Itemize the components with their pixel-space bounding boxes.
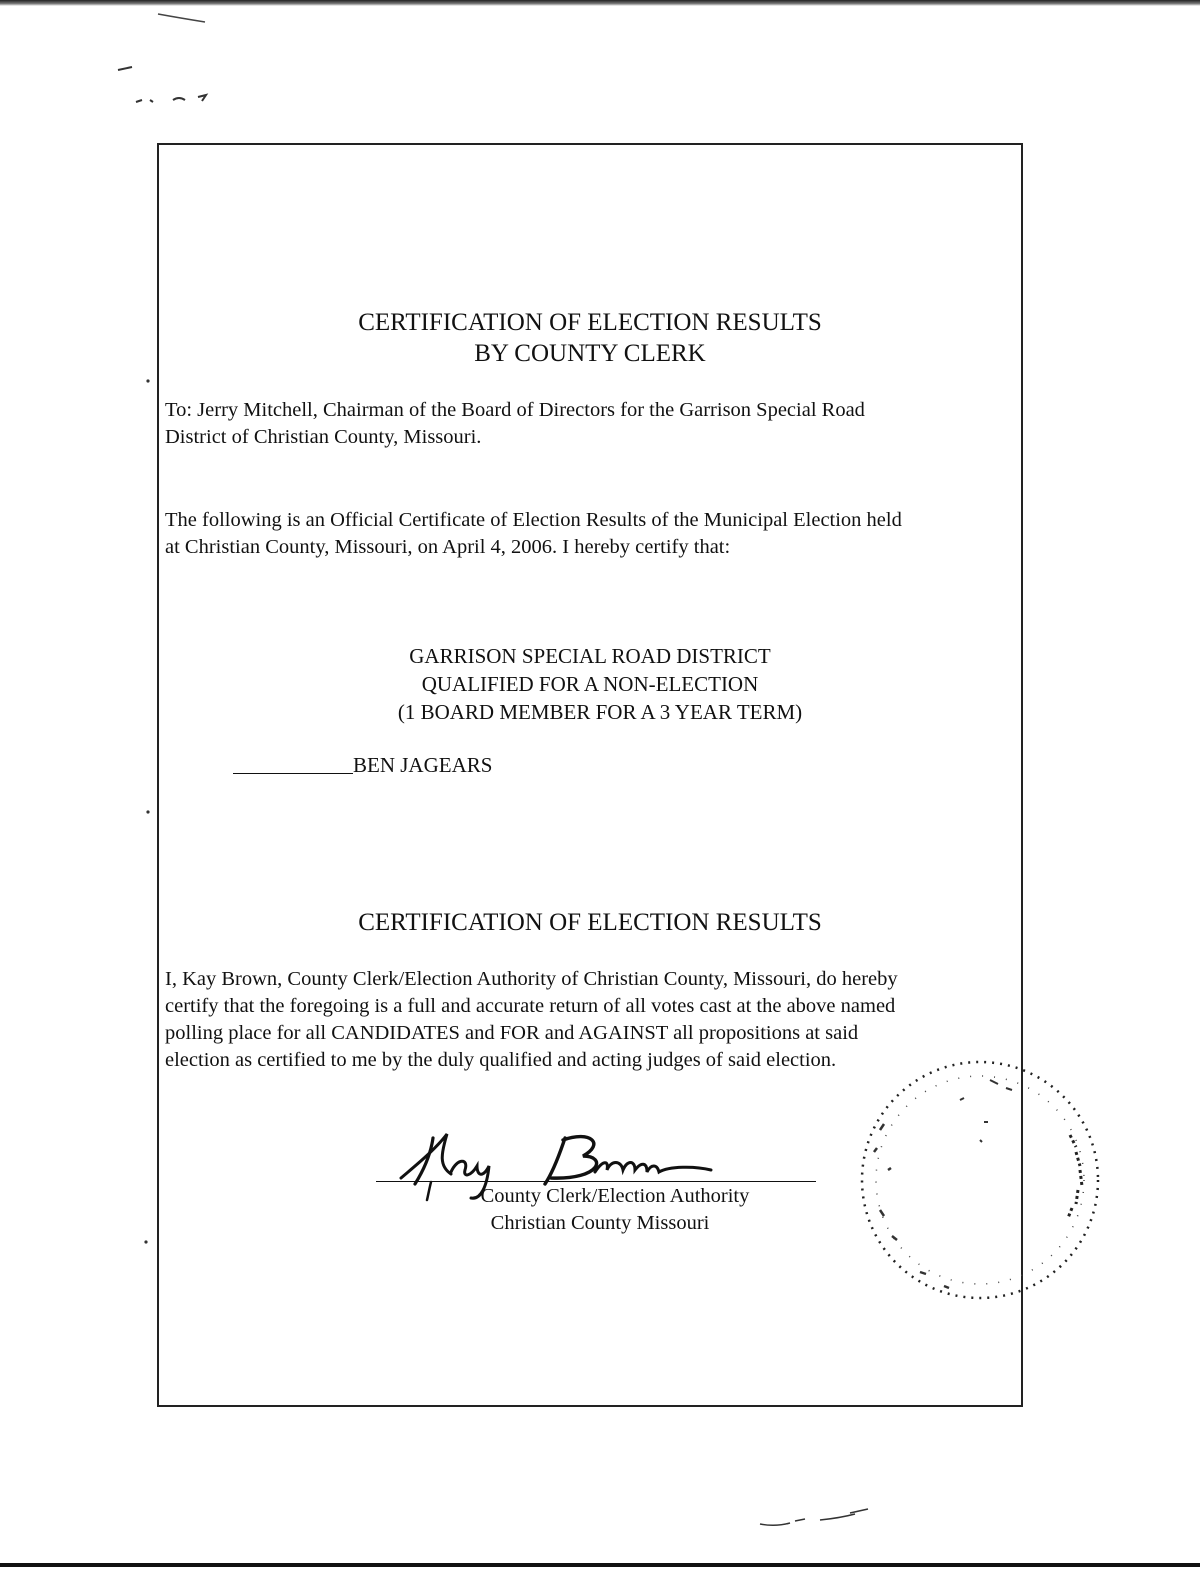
- district-status: QUALIFIED FOR A NON-ELECTION: [421, 672, 759, 696]
- addressee-line-1: To: Jerry Mitchell, Chairman of the Board of Directors for the Garrison Special Road: [165, 399, 865, 421]
- intro-paragraph: [165, 507, 1035, 561]
- signatory-title: County Clerk/Election Authority: [480, 1185, 750, 1207]
- document-title-line-2: BY COUNTY CLERK: [474, 340, 706, 367]
- intro-line-2: at Christian County, Missouri, on April 4, 2006. I hereby certify that:: [165, 536, 731, 558]
- intro-line-1: The following is an Official Certificate of Election Results of the Municipal Election held: [165, 509, 902, 531]
- district-name: GARRISON SPECIAL ROAD DISTRICT: [409, 644, 771, 668]
- district-seats: (1 BOARD MEMBER FOR A 3 YEAR TERM): [397, 700, 803, 724]
- certification-line-4: election as certified to me by the duly qualified and acting judges of said election.: [165, 1049, 837, 1071]
- addressee-paragraph: [165, 397, 1035, 451]
- certification-line-3: polling place for all CANDIDATES and FOR and AGAINST all propositions at said: [165, 1022, 859, 1044]
- certification-heading: CERTIFICATION OF ELECTION RESULTS: [358, 909, 822, 936]
- signature-line: [376, 1181, 816, 1182]
- document-title: [157, 307, 1023, 369]
- scan-edge-top: [0, 0, 1200, 6]
- county-seal-stamp: [840, 1040, 1110, 1310]
- candidate-vote-blank: [233, 753, 353, 774]
- certification-line-2: certify that the foregoing is a full and accurate return of all votes cast at the above named: [165, 995, 896, 1017]
- scan-edge-bottom: [0, 1563, 1200, 1567]
- signatory-jurisdiction: Christian County Missouri: [490, 1212, 710, 1234]
- district-block: [290, 642, 890, 726]
- candidate-entry: [233, 752, 492, 778]
- document-title-line-1: CERTIFICATION OF ELECTION RESULTS: [358, 309, 822, 336]
- addressee-line-2: District of Christian County, Missouri.: [165, 426, 482, 448]
- certification-line-1: I, Kay Brown, County Clerk/Election Authority of Christian County, Missouri, do hereby: [165, 968, 898, 990]
- candidate-name: BEN JAGEARS: [353, 753, 493, 777]
- signatory-block: [380, 1183, 820, 1237]
